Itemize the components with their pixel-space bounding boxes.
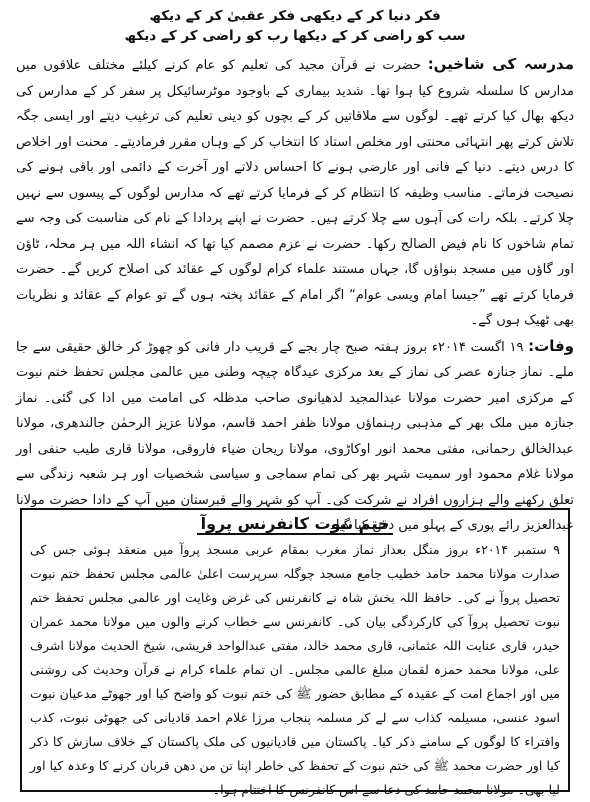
article-body bbox=[16, 52, 574, 539]
couplet-line-1: فکر دنیا کر کے دیکھی فکر عقبیٰ کر کے دیکھ bbox=[149, 8, 441, 24]
couplet bbox=[16, 6, 574, 46]
paragraph-branches bbox=[16, 52, 574, 334]
section-heading-death: وفات: bbox=[528, 336, 574, 355]
conference-title-text: ختم نبوت کانفرنس پروآ bbox=[197, 514, 394, 535]
conference-text: ۹ ستمبر ۲۰۱۴ء بروز منگل بعداز نماز مغرب بمقام عربی مسجد پروآ میں منعقد ہوئی جس کی صدارت مولانا محمد حامد خطیب جامع مسجد چوگلہ سرپرست اعلیٰ عالمی مجلس تحفظ ختم نبوت تحصیل پروآ نے کی۔ حافظ اللہ بخش شاہ نے کانفرنس کی غرض وغایت اور عالمی مجلس تحفظ ختم نبوت تحصیل پروآ کی کارکردگی بیان کی۔ کانفرنس سے خطاب کرنے والوں میں مولانا محمد عمران حیدر، قاری عنایت اللہ عثمانی، قاری محمد خالد، مفتی عبدالواحد قریشی، شیخ الحدیث مولانا اشرف علی، مولانا محمد حمزہ لقمان مبلغ عالمی مجلس۔ ان تمام علماء کرام نے قرآن وحدیث کی روشنی میں اور اجماع امت کے عقیدہ کے مطابق حضور ﷺ کی ختم نبوت کو واضح کیا اور جھوٹے مدعیان نبوت اسود عنسی، مسیلمہ کذاب سے لے کر مسلمہ پنجاب مرزا غلام احمد قادیانی کی جھوٹی نبوت، کذب وافتراء کا لوگوں کے سامنے ذکر کیا۔ پاکستان میں قادیانیوں کی ملک پاکستان کے خلاف سازش کا ذکر کیا اور حضرت محمد ﷺ کی ختم نبوت کے تحفظ کی خاطر اپنا تن من دھن قربان کرنے کا وعدہ کیا اور لیا بھی۔ مولانا محمد حامد کی دعا سے اس کانفرنس کا اختتام ہوا۔ bbox=[30, 542, 560, 797]
section-text-branches: حضرت نے قرآن مجید کی تعلیم کو عام کرنے کیلئے مختلف علاقوں میں مدارس کا سلسلہ شروع کیا ہوا تھا۔ شدید بیماری کے باوجود موٹرسائیکل پر سفر کر کے مدارس کی دیکھ بھال کیا کرتے تھے۔ لوگوں سے ملاقاتیں کر کے بچوں کو دینی تعلیم کی ترغیب دیتے اور ایسی جگہ تلاش کرتے پھر انتہائی محنتی اور مخلص استاد کا انتخاب کر کے وہاں مقرر فرمادیتے۔ محنت اور اخلاص کا درس دیتے۔ دنیا کے فانی اور عارضی ہونے کا احساس دلاتے اور آخرت کے دائمی اور باقی ہونے کی نصیحت فرماتے۔ مناسب وظیفہ کا انتظام کر کے فرمایا کرتے تھے کہ مدارس لوگوں کے پیسوں سے نہیں چلا کرتے۔ بلکہ رات کی آہوں سے چلا کرتے ہیں۔ حضرت نے اپنے پردادا کے نام کی مناسبت کی وجہ سے تمام شاخوں کا نام فیض الصالح رکھا۔ حضرت نے عزم مصمم کیا تھا کہ انشاء اللہ میں ہر محلہ، ٹاؤن اور گاؤں میں مسجد بنواؤں گا، جہاں مستند علماء کرام لوگوں کے عقائد کی اصلاح کریں گے۔ حضرت فرمایا کرتے تھے ”جیسا امام ویسی عوام“ اگر امام کے عقائد پختہ ہوں گے تو عوام کے عقائد و نظریات بھی ٹھیک ہوں گے۔ bbox=[16, 58, 574, 328]
couplet-line-2: سب کو راضی کر کے دیکھا رب کو راضی کر کے دیکھ bbox=[124, 28, 466, 44]
section-heading-branches: مدرسہ کی شاخیں: bbox=[427, 55, 574, 73]
section-text-death: ۱۹ اگست ۲۰۱۴ء بروز ہفتہ صبح چار بجے کے قریب دار فانی کو چھوڑ کر خالق حقیقی سے جا ملے۔ نماز جنازہ عصر کی نماز کے بعد مرکزی عیدگاہ چیچہ وطنی میں عالمی مجلس تحفظ ختم نبوت کے مرکزی امیر حضرت مولانا عبدالمجید لدھیانوی صاحب مدظلہ کی امامت میں ادا کی گئی۔ نماز جنازہ میں ملک بھر کے مذہبی رہنماؤں مولانا ظفر احمد قاسم، مولانا عزیز الرحمٰن جالندھری، مولانا عبدالخالق رحمانی، مفتی محمد انور اوکاڑوی، مولانا ریحان ضیاء فاروقی، مولانا قاری طیب حنفی اور مولانا غلام محمود اور سمیت شہر بھر کی تمام سماجی و سیاسی شخصیات اور ہر شعبہ زندگی سے تعلق رکھنے والے ہزاروں افراد نے شرکت کی۔ آپ کو شہر والے قبرستان میں آپ کے دادا حضرت مولانا عبدالعزیز رائے پوری کے پہلو میں دفن کیا گیا۔ bbox=[16, 339, 574, 533]
conference-box bbox=[20, 508, 570, 797]
conference-title bbox=[30, 512, 560, 536]
